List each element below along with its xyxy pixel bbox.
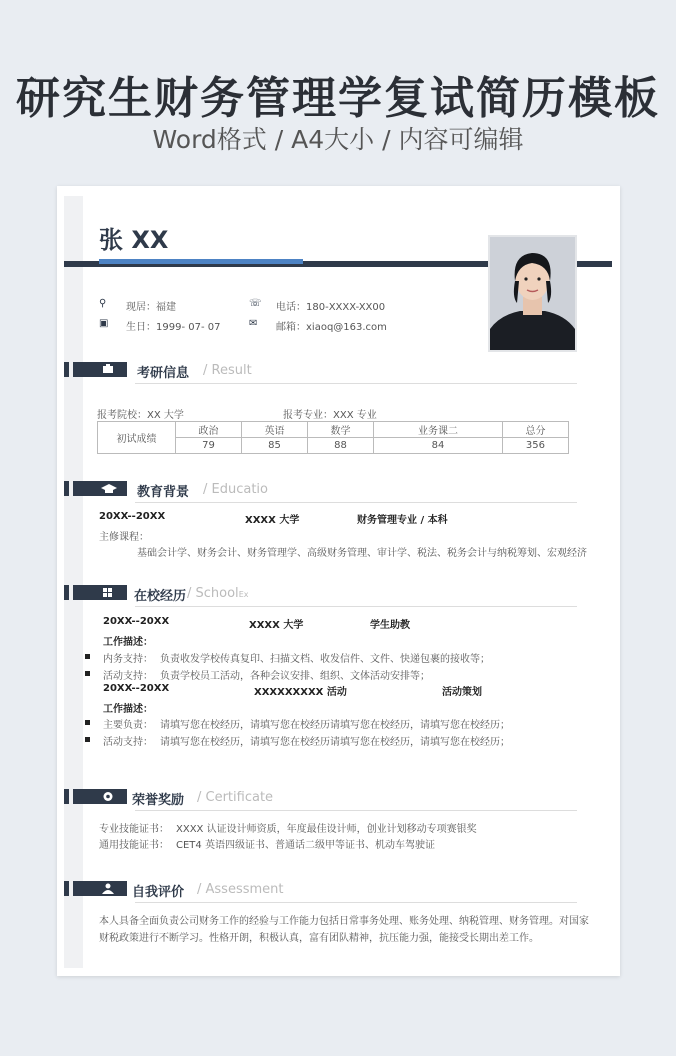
score-label: 初试成绩 xyxy=(98,422,176,454)
courses-list: 基础会计学、财务会计、财务管理学、高级财务管理、审计学、税法、税务会计与纳税筹划、宏观经济 xyxy=(137,548,587,559)
exp2-item1-text: 请填写您在校经历，请填写您在校经历请填写您在校经历，请填写您在校经历； xyxy=(160,720,510,731)
subject-major2: 业务课二 xyxy=(374,422,503,438)
score-total: 356 xyxy=(502,438,568,454)
resume-name: 张 XX xyxy=(99,226,169,254)
banner-subtitle: Word格式 / A4大小 / 内容可编辑 xyxy=(152,125,524,154)
subject-total: 总分 xyxy=(502,422,568,438)
profile-photo xyxy=(488,235,577,352)
exp2-item2-text: 请填写您在校经历，请填写您在校经历请填写您在校经历，请填写您在校经历； xyxy=(160,737,510,748)
phone-icon: ☏ xyxy=(249,298,262,309)
exp1-period: 20XX--20XX xyxy=(103,616,170,627)
section-title-campus: 在校经历 xyxy=(134,589,187,604)
exp1-org: XXXX 大学 xyxy=(249,620,304,631)
location-icon: ⚲ xyxy=(99,298,107,309)
honor1-text: XXXX 认证设计师资质，年度最佳设计师，创业计划移动专项赛银奖 xyxy=(176,824,477,835)
exp1-item2-text: 负责学校员工活动，各种会议安排、组织、文体活动安排等； xyxy=(160,671,430,682)
left-decor-strip xyxy=(64,196,83,968)
exam-major: 报考专业：XXX 专业 xyxy=(283,410,377,421)
exp2-desc-label: 工作描述： xyxy=(103,704,153,715)
bullet xyxy=(85,654,90,659)
section-divider xyxy=(135,902,577,903)
bullet xyxy=(85,737,90,742)
gear-icon xyxy=(64,789,127,804)
self-line2: 财税政策进行不断学习。性格开朗，积极认真，富有团队精神，抗压能力强，能接受长期出差工作。 xyxy=(99,933,539,944)
windows-icon xyxy=(64,585,127,600)
honor2-text: CET4 英语四级证书、普通话二级甲等证书、机动车驾驶证 xyxy=(176,840,435,851)
subject-politics: 政治 xyxy=(176,422,242,438)
courses-label: 主修课程： xyxy=(99,532,149,543)
section-title-self: 自我评价 xyxy=(132,885,185,900)
resume-page xyxy=(57,186,620,976)
section-divider xyxy=(135,606,577,607)
score-table xyxy=(97,421,569,454)
section-en-exam: / Result xyxy=(203,363,252,378)
bullet xyxy=(85,671,90,676)
exp2-period: 20XX--20XX xyxy=(103,683,170,694)
subject-math: 数学 xyxy=(308,422,374,438)
person-icon xyxy=(64,881,127,896)
edu-period: 20XX--20XX xyxy=(99,511,166,522)
exp1-role: 学生助教 xyxy=(370,620,410,631)
edu-major: 财务管理专业 / 本科 xyxy=(357,515,448,526)
info-birthday: ▣ 生日：1999- 07- 07 xyxy=(99,318,221,333)
section-en-campus: / SchoolEx xyxy=(187,586,249,601)
exp2-item2-label: 活动支持： xyxy=(103,737,153,748)
graduation-cap-icon xyxy=(64,481,127,496)
self-line1: 本人具备全面负责公司财务工作的经验与工作能力包括日常事务处理、账务处理、纳税管理、财务管理。对国家 xyxy=(99,916,589,927)
score-politics: 79 xyxy=(176,438,242,454)
mail-icon: ✉ xyxy=(249,318,258,329)
score-math: 88 xyxy=(308,438,374,454)
header-accent-bar xyxy=(99,259,303,264)
exp1-item1-text: 负责收发学校传真复印、扫描文档、收发信件、文件、快递包裹的接收等； xyxy=(160,654,490,665)
section-en-education: / Educatio xyxy=(203,482,268,497)
section-title-education: 教育背景 xyxy=(137,485,190,500)
info-email: ✉ 邮箱：xiaoq@163.com xyxy=(249,318,387,333)
section-en-self: / Assessment xyxy=(197,882,284,897)
section-divider xyxy=(135,502,577,503)
info-phone: ☏ 电话：180-XXXX-XX00 xyxy=(249,298,386,313)
section-en-honors: / Certificate xyxy=(197,790,274,805)
info-residence: ⚲ 现居：福建 xyxy=(99,298,176,313)
bullet xyxy=(85,720,90,725)
section-title-honors: 荣誉奖励 xyxy=(132,793,185,808)
section-divider xyxy=(135,383,577,384)
exp1-item1-label: 内务支持： xyxy=(103,654,153,665)
briefcase-icon xyxy=(64,362,127,377)
honor1-label: 专业技能证书： xyxy=(99,824,169,835)
section-title-exam: 考研信息 xyxy=(137,366,190,381)
banner-title: 研究生财务管理学复试简历模板 xyxy=(16,73,660,124)
exam-school: 报考院校：XX 大学 xyxy=(97,410,184,421)
exp2-role: 活动策划 xyxy=(442,687,482,698)
score-english: 85 xyxy=(242,438,308,454)
edu-school: XXXX 大学 xyxy=(245,515,300,526)
subject-english: 英语 xyxy=(242,422,308,438)
exp1-item2-label: 活动支持： xyxy=(103,671,153,682)
section-divider xyxy=(135,810,577,811)
honor2-label: 通用技能证书： xyxy=(99,840,169,851)
exp2-org: XXXXXXXXX 活动 xyxy=(254,687,347,698)
calendar-icon: ▣ xyxy=(99,318,109,329)
exp1-desc-label: 工作描述： xyxy=(103,637,153,648)
score-major2: 84 xyxy=(374,438,503,454)
exp2-item1-label: 主要负责： xyxy=(103,720,153,731)
